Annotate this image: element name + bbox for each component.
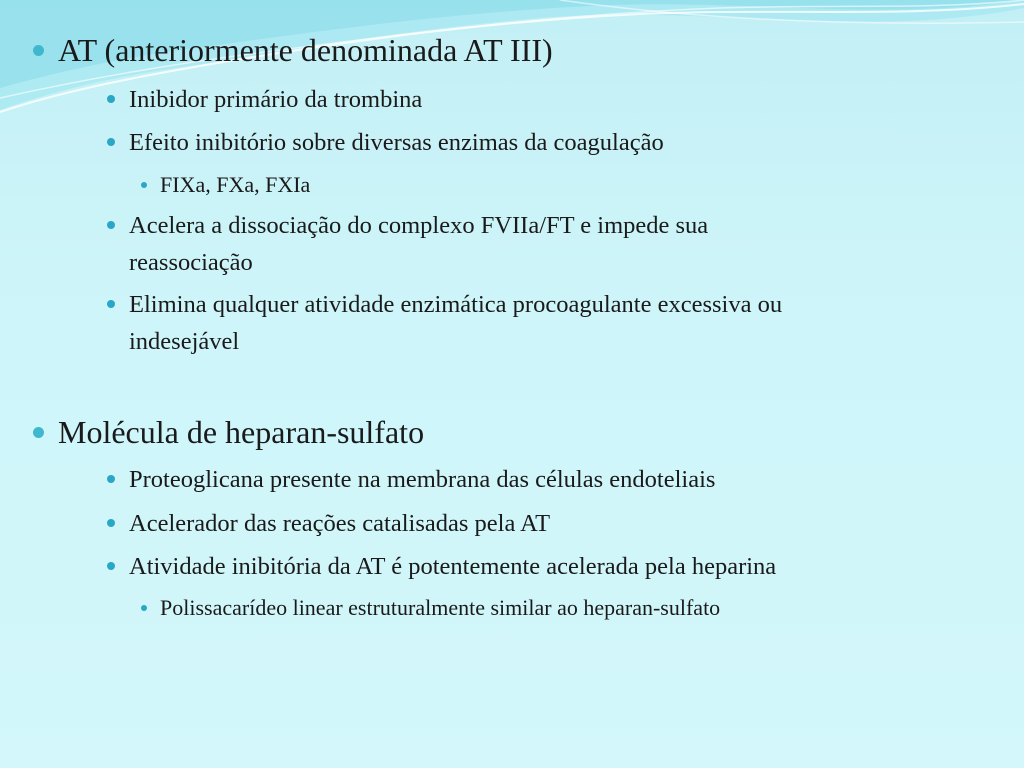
bullet-dot-icon (141, 605, 147, 611)
bullet-text: FIXa, FXa, FXIa (160, 172, 311, 197)
bullet-item-level3 (160, 170, 310, 200)
bullet-item-level2 (129, 207, 708, 281)
bullet-item-level2 (129, 286, 782, 360)
bullet-text-continuation: indesejável (129, 328, 240, 355)
bullet-text: Acelera a dissociação do complexo FVIIa/FT e impede sua (129, 212, 709, 239)
bullet-dot-icon (33, 427, 44, 438)
bullet-text: Inibidor primário da trombina (129, 86, 423, 113)
bullet-item-level1 (58, 31, 553, 69)
bullet-text: Efeito inibitório sobre diversas enzimas da coagulação (129, 129, 664, 156)
wave-decoration (0, 0, 1024, 140)
bullet-item-level1 (58, 413, 424, 451)
bullet-dot-icon (107, 475, 115, 483)
bullet-item-level2 (129, 81, 422, 118)
bullet-item-level2 (129, 548, 776, 585)
bullet-text: Molécula de heparan-sulfato (58, 414, 425, 450)
bullet-item-level3 (160, 593, 720, 623)
bullet-item-level2 (129, 505, 550, 542)
bullet-dot-icon (107, 519, 115, 527)
bullet-text: Acelerador das reações catalisadas pela AT (129, 510, 551, 537)
bullet-dot-icon (107, 95, 115, 103)
bullet-text: Polissacarídeo linear estruturalmente similar ao heparan-sulfato (160, 595, 721, 620)
bullet-dot-icon (141, 182, 147, 188)
bullet-text: Proteoglicana presente na membrana das células endoteliais (129, 466, 716, 493)
bullet-item-level2 (129, 461, 715, 498)
bullet-item-level2 (129, 124, 664, 161)
bullet-dot-icon (107, 138, 115, 146)
bullet-text: Atividade inibitória da AT é potentemente acelerada pela heparina (129, 553, 777, 580)
bullet-text: Elimina qualquer atividade enzimática procoagulante excessiva ou (129, 291, 783, 318)
bullet-text-continuation: reassociação (129, 249, 253, 276)
bullet-dot-icon (107, 300, 115, 308)
bullet-dot-icon (33, 45, 44, 56)
bullet-text: AT (anteriormente denominada AT III) (58, 32, 553, 68)
bullet-dot-icon (107, 221, 115, 229)
bullet-dot-icon (107, 562, 115, 570)
